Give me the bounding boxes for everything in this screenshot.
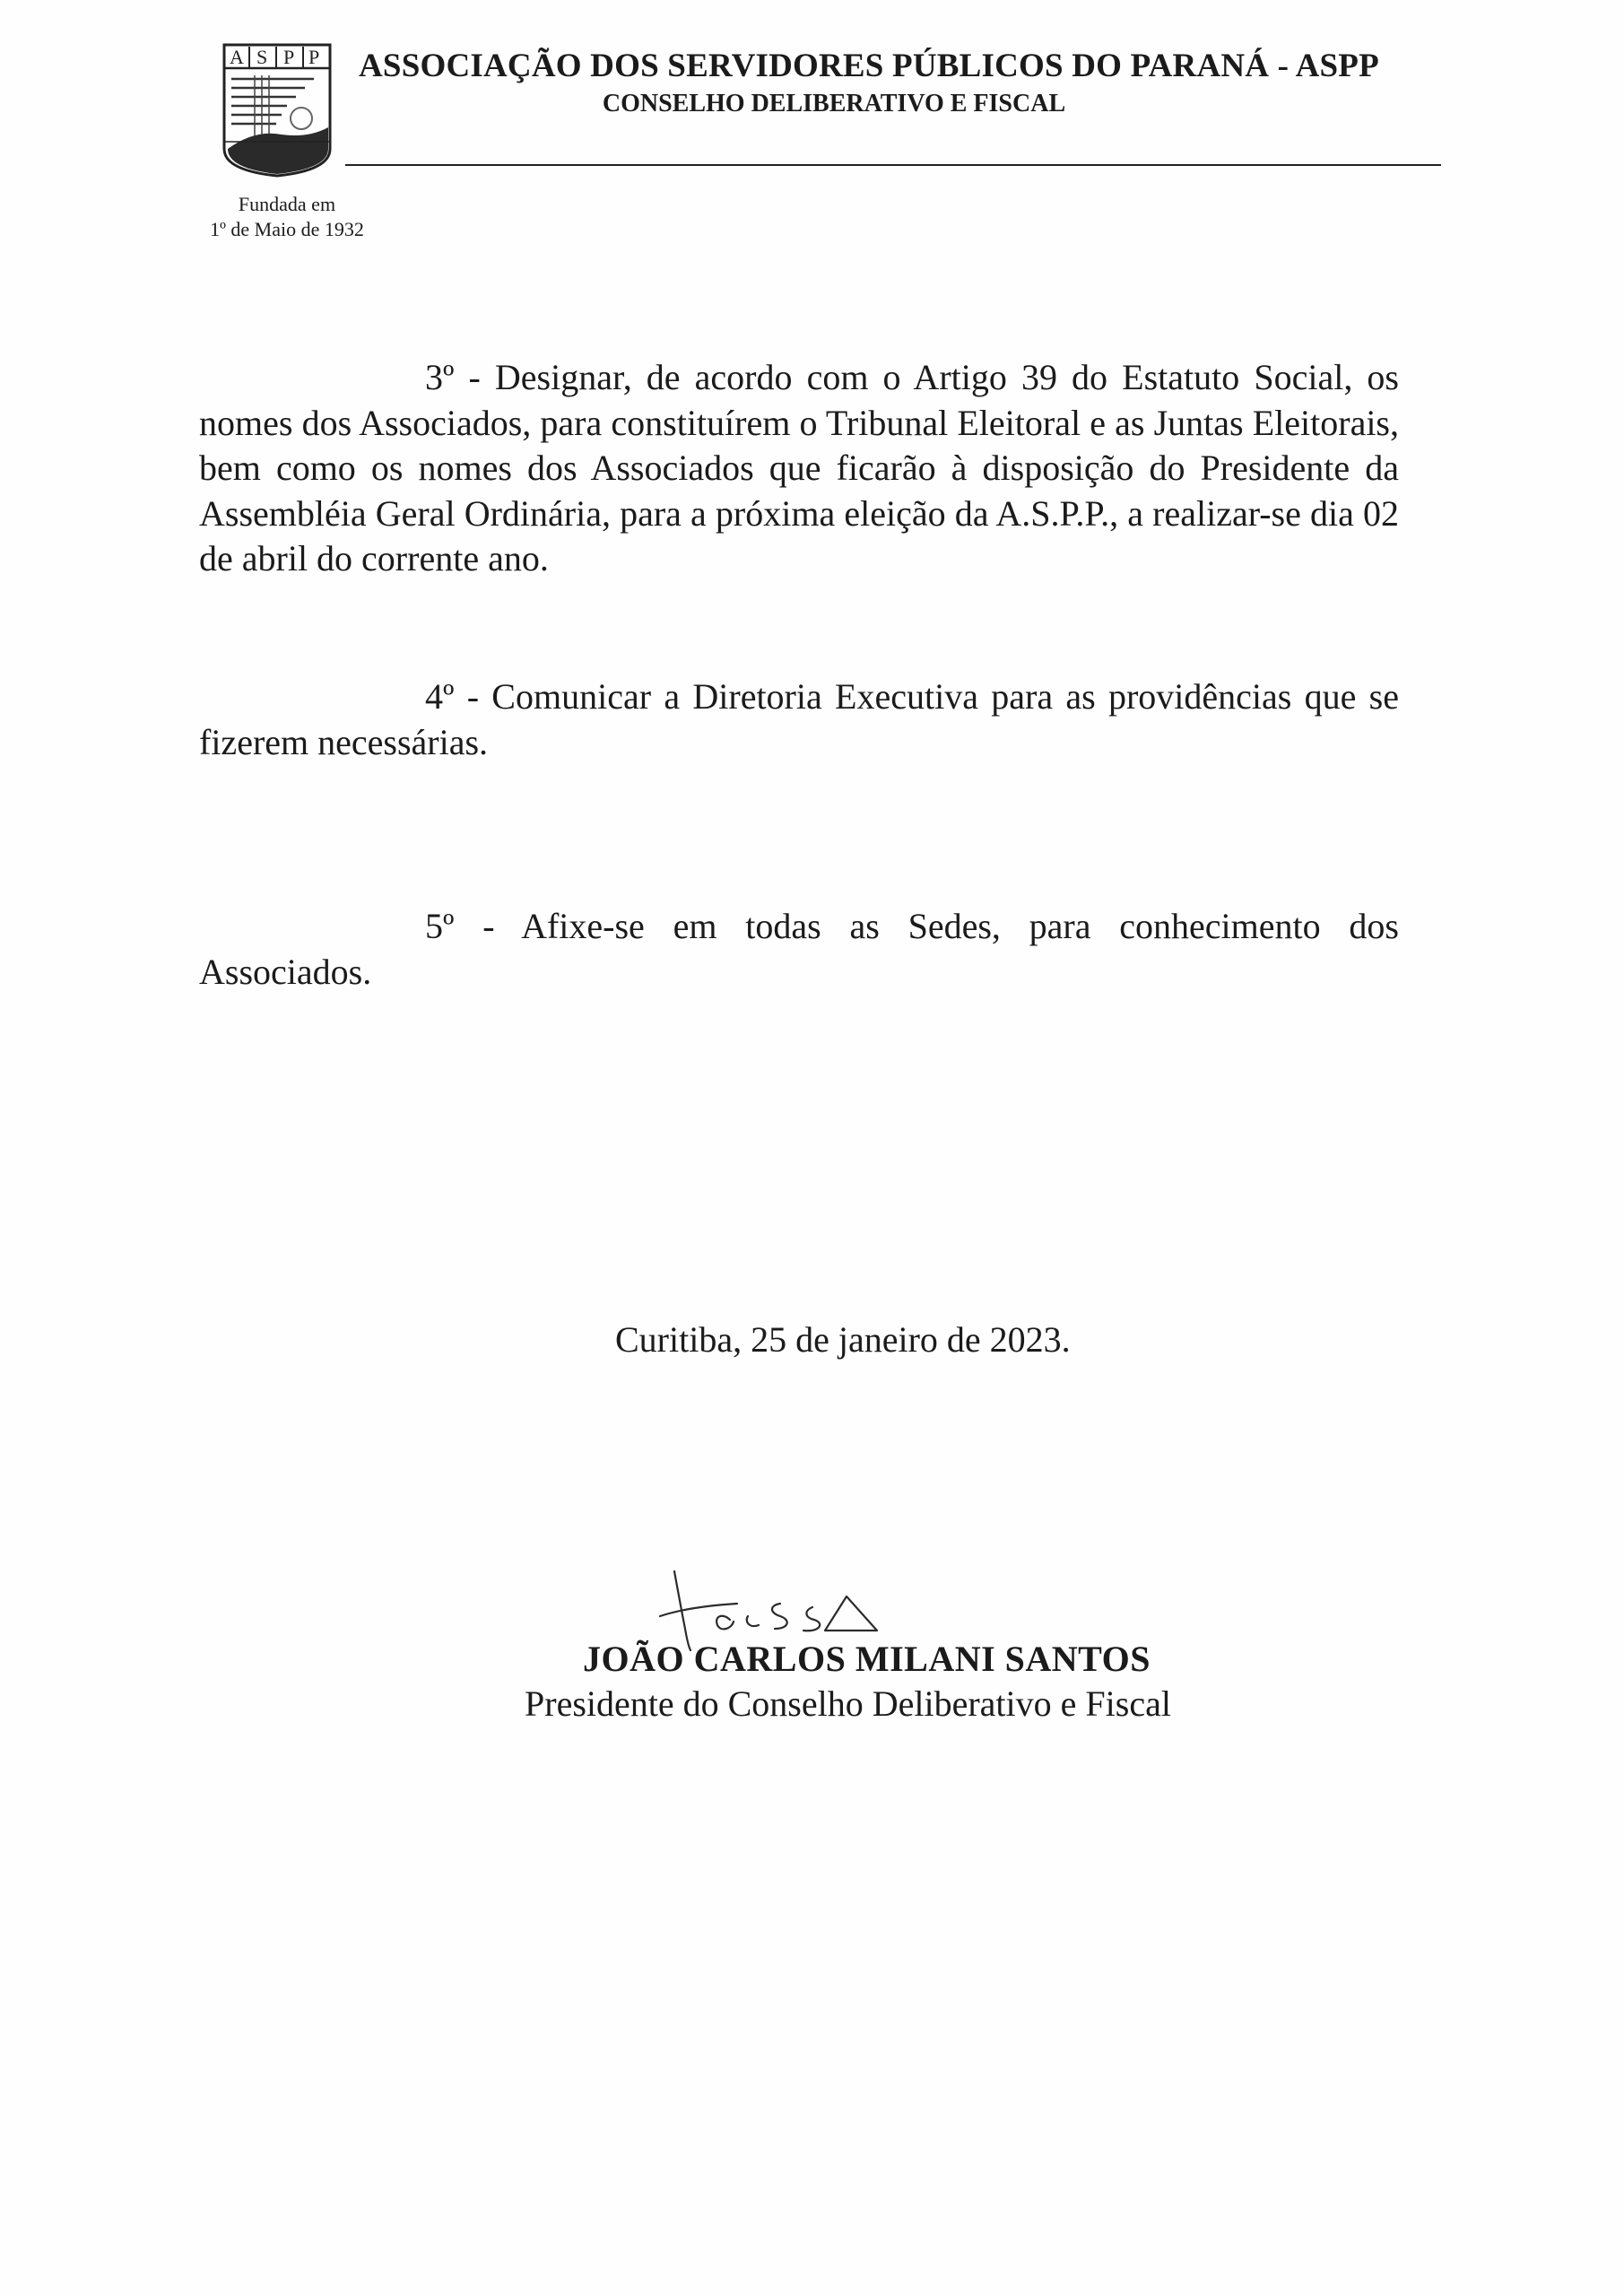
aspp-logo <box>219 43 335 178</box>
organization-title: ASSOCIAÇÃO DOS SERVIDORES PÚBLICOS DO PARANÁ - ASPP <box>359 48 1379 84</box>
signer-role: Presidente do Conselho Deliberativo e Fiscal <box>525 1683 1171 1724</box>
place-date: Curitiba, 25 de janeiro de 2023. <box>615 1319 1071 1360</box>
svg-text:P: P <box>283 46 295 68</box>
svg-text:S: S <box>256 46 268 68</box>
svg-text:P: P <box>308 46 320 68</box>
founded-date: 1º de Maio de 1932 <box>210 218 364 240</box>
paragraph-item-5: 5º - Afixe-se em todas as Sedes, para conhecimento dos Associados. <box>199 906 1399 992</box>
founded-note <box>184 192 390 242</box>
council-subtitle: CONSELHO DELIBERATIVO E FISCAL <box>602 90 1066 117</box>
paragraph-item-4: 4º - Comunicar a Diretoria Executiva para as providências que se fizerem necessárias. <box>199 676 1399 762</box>
svg-text:A: A <box>230 46 244 68</box>
header-divider <box>345 164 1441 166</box>
signer-name: JOÃO CARLOS MILANI SANTOS <box>583 1639 1151 1679</box>
founded-label: Fundada em <box>238 193 336 215</box>
paragraph-item-3: 3º - Designar, de acordo com o Artigo 39 do Estatuto Social, os nomes dos Associados, para constituírem o Tribunal Eleitoral e as Juntas Eleitorais, bem como os nomes dos Associados que ficarão à disposição do Presidente da Assembléia Geral Ordinária, para a próxima eleição da A.S.P.P., a realizar-se dia 02 de abril do corrente ano. <box>199 357 1399 578</box>
